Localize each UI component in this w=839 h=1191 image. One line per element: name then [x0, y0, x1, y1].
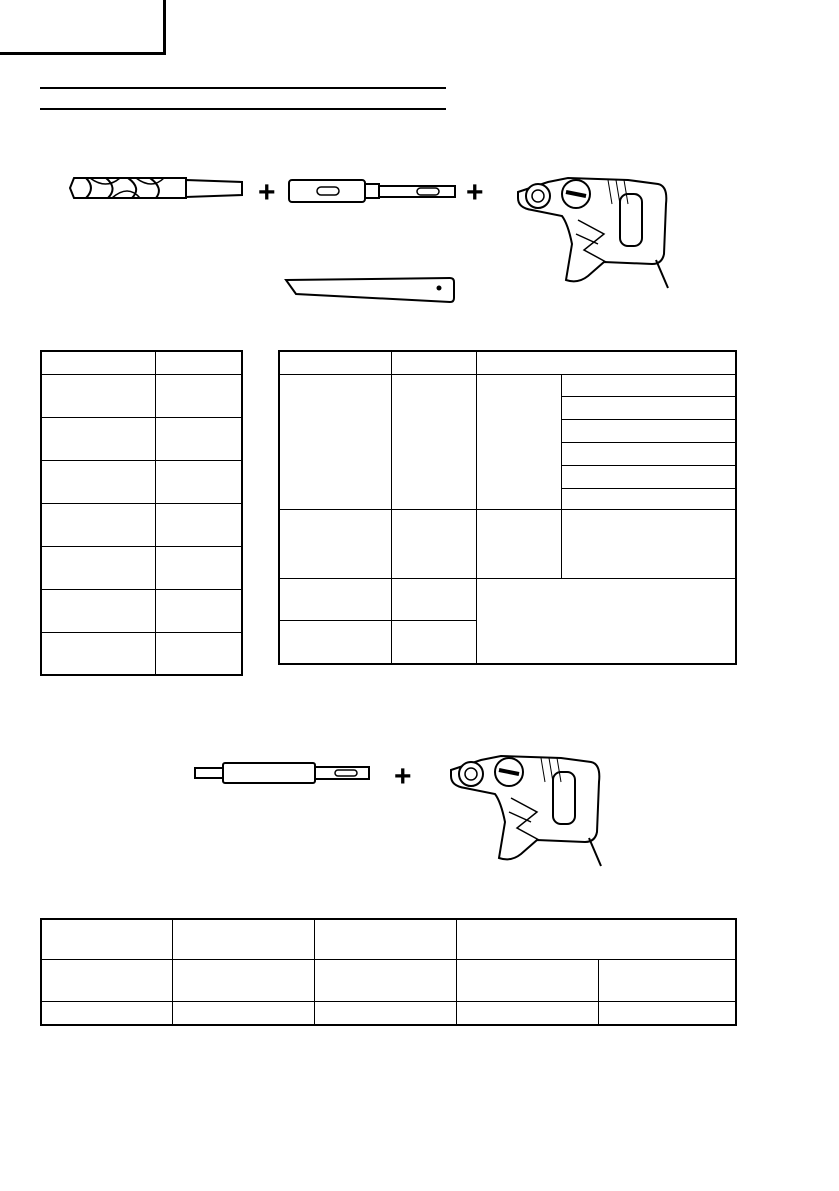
table-right-cell — [477, 374, 562, 509]
cotter-icon — [284, 274, 456, 304]
taper-shank-adapter-icon — [287, 176, 459, 206]
table-bottom-cell — [315, 1001, 457, 1025]
table-left-cell — [156, 589, 243, 632]
rotary-hammer-icon — [508, 164, 678, 290]
table-bottom-header-cell — [173, 919, 315, 959]
table-left-cell — [156, 351, 243, 374]
table-bottom-cell — [457, 1001, 599, 1025]
table-right-subcell — [562, 465, 737, 488]
table-left-cell — [41, 589, 156, 632]
table-left-cell — [41, 503, 156, 546]
section-title — [40, 90, 446, 106]
table-bottom-subheader-cell — [315, 959, 457, 1001]
table-left-cell — [156, 417, 243, 460]
table-right-subcell — [562, 374, 737, 396]
table-left — [40, 350, 243, 676]
table-right-cell — [279, 509, 392, 578]
table-right-cell — [279, 374, 392, 509]
table-right-cell — [392, 579, 477, 621]
adapter-icon — [193, 760, 373, 786]
table-right-cell — [392, 509, 477, 578]
title-rule-bottom — [40, 108, 446, 110]
table-right-cell — [477, 579, 737, 664]
table-right-subcell — [562, 442, 737, 465]
table-bottom-subheader-cell — [457, 959, 599, 1001]
table-left-cell — [41, 632, 156, 675]
table-left-cell — [156, 460, 243, 503]
table-right-cell — [392, 374, 477, 509]
table-right-subcell — [562, 419, 737, 442]
table-left-cell — [41, 417, 156, 460]
table-bottom-subheader-cell — [599, 959, 737, 1001]
table-right-header-cell — [392, 351, 477, 374]
table-right-header-cell — [477, 351, 737, 374]
table-bottom-subheader-cell — [41, 959, 173, 1001]
header-tab-box — [0, 0, 166, 55]
table-right-subcell — [562, 488, 737, 509]
table-bottom-subheader-cell — [173, 959, 315, 1001]
table-bottom-header-cell — [315, 919, 457, 959]
table-right-cell — [562, 509, 737, 578]
table-bottom — [40, 918, 737, 1026]
rotary-hammer-icon — [440, 742, 612, 868]
table-right-cell — [392, 621, 477, 664]
table-left-cell — [156, 632, 243, 675]
table-left-cell — [41, 351, 156, 374]
table-right-cell — [477, 509, 562, 578]
table-left-cell — [41, 460, 156, 503]
table-left-cell — [156, 546, 243, 589]
plus-sign-2: + — [466, 176, 484, 209]
table-right-cell — [279, 579, 392, 621]
table-bottom-cell — [173, 1001, 315, 1025]
title-rule-top — [40, 87, 446, 89]
table-bottom-header-cell — [41, 919, 173, 959]
table-right-cell — [279, 621, 392, 664]
table-left-cell — [156, 503, 243, 546]
table-right — [278, 350, 737, 665]
table-bottom-cell — [599, 1001, 737, 1025]
table-left-cell — [41, 374, 156, 417]
table-bottom-cell — [41, 1001, 173, 1025]
plus-sign-1: + — [258, 176, 276, 209]
table-left-cell — [41, 546, 156, 589]
table-bottom-header-cell — [457, 919, 737, 959]
table-right-header-cell — [279, 351, 392, 374]
table-right-subcell — [562, 396, 737, 419]
table-left-cell — [156, 374, 243, 417]
drill-bit-icon — [66, 170, 246, 206]
plus-sign-3: + — [394, 760, 412, 793]
